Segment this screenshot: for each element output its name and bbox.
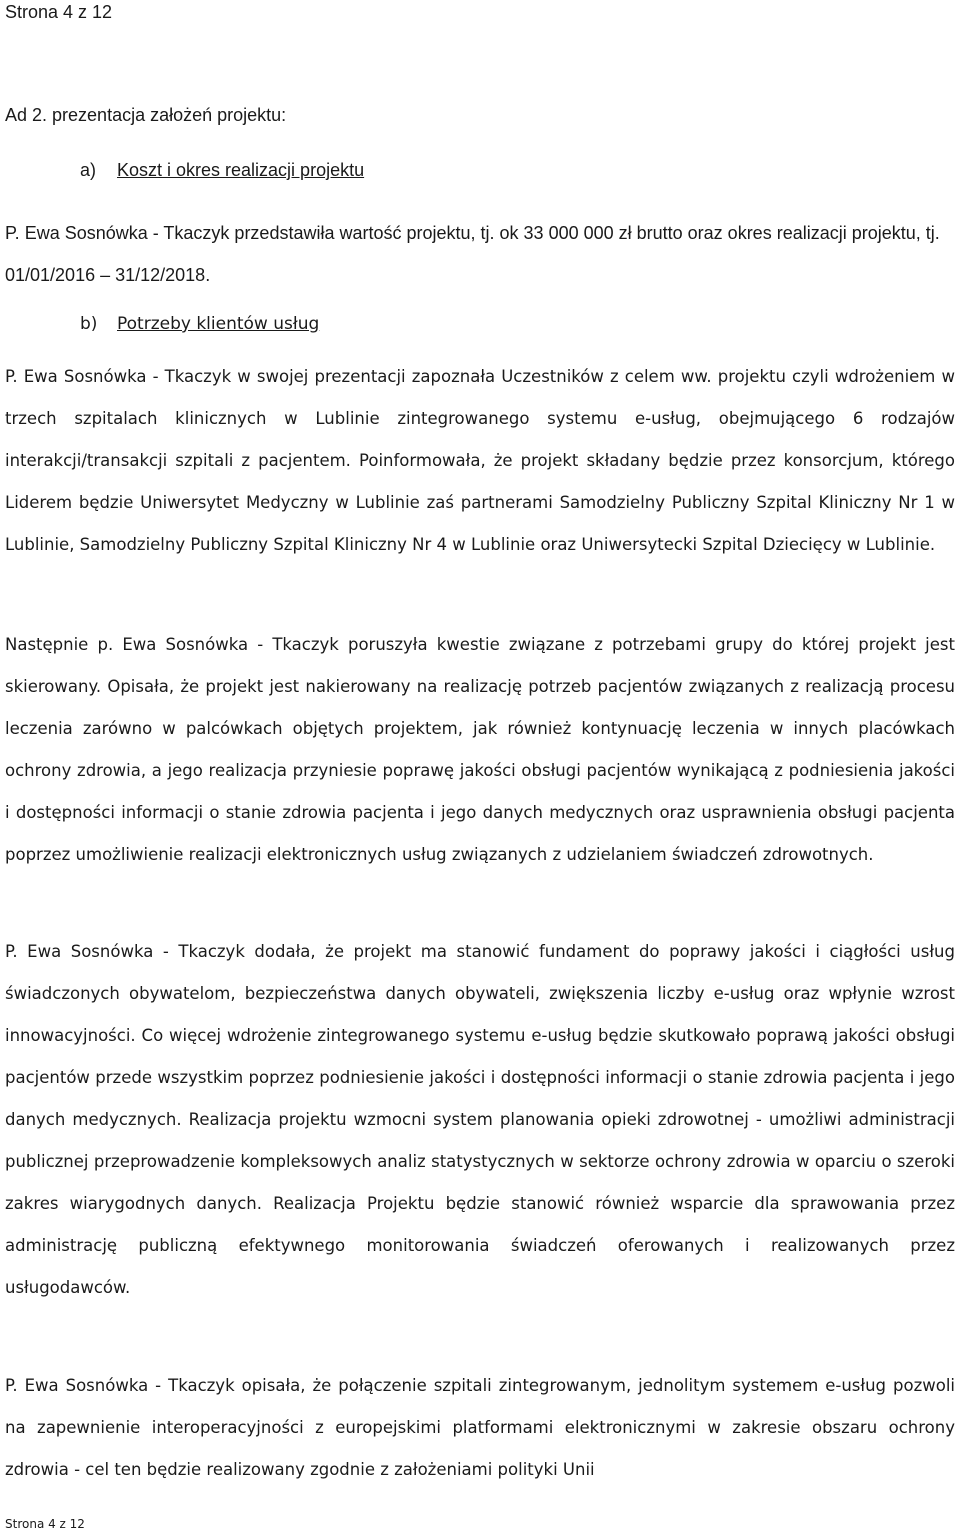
- subsection-a: [80, 158, 364, 182]
- section-heading: Ad 2. prezentacja założeń projektu:: [5, 105, 287, 125]
- page-number-header: Strona 4 z 12: [5, 2, 113, 22]
- paragraph-4: P. Ewa Sosnówka - Tkaczyk opisała, że połączenie szpitali zintegrowanym, jednolitym systemem e-usług pozwoli na zapewnienie interoperacyjności z europejskimi platformami elektronicznymi w zakresie obszaru ochrony zdrowia - cel ten będzie realizowany zgodnie z założeniami polityki Unii: [5, 1376, 955, 1479]
- subsection-a-marker: a): [80, 160, 97, 180]
- paragraph-intro: P. Ewa Sosnówka - Tkaczyk przedstawiła wartość projektu, tj. ok 33 000 000 zł brutto oraz okres realizacji projektu, tj. 01/01/2016 – 31/12/2018.: [5, 223, 940, 285]
- page-number-footer: Strona 4 z 12: [5, 1517, 85, 1531]
- subsection-b-title: Potrzeby klientów usług: [117, 314, 320, 334]
- subsection-a-title: Koszt i okres realizacji projektu: [117, 160, 365, 180]
- subsection-b: [80, 312, 319, 336]
- paragraph-3: P. Ewa Sosnówka - Tkaczyk dodała, że projekt ma stanowić fundament do poprawy jakości i ciągłości usług świadczonych obywatelom, bezpieczeństwa danych obywateli, zwiększenia liczby e-usług oraz wpłynie wzrost innowacyjności. Co więcej wdrożenie zintegrowanego systemu e-usług będzie skutkowało poprawą jakości obsługi pacjentów przede wszystkim poprzez podniesienie jakości i dostępności informacji o stanie zdrowia pacjenta i jego danych medycznych. Realizacja projektu wzmocni system planowania opieki zdrowotnej - umożliwi administracji publicznej przeprowadzenie kompleksowych analiz statystycznych w sektorze ochrony zdrowia w oparciu o szeroki zakres wiarygodnych danych. Realizacja Projektu będzie stanowić również wsparcie dla sprawowania przez administrację publiczną efektywnego monitorowania świadczeń oferowanych i realizowanych przez usługodawców.: [5, 942, 955, 1297]
- paragraph-2: Następnie p. Ewa Sosnówka - Tkaczyk poruszyła kwestie związane z potrzebami grupy do której projekt jest skierowany. Opisała, że projekt jest nakierowany na realizację potrzeb pacjentów związanych z realizacją procesu leczenia zarówno w palcówkach objętych projektem, jak również kontynuację leczenia w innych placówkach ochrony zdrowia, a jego realizacja przyniesie poprawę jakości obsługi pacjentów wynikającą z podniesienia jakości i dostępności informacji o stanie zdrowia pacjenta i jego danych medycznych oraz usprawnienia obsługi pacjenta poprzez umożliwienie realizacji elektronicznych usług związanych z udzielaniem świadczeń zdrowotnych.: [5, 635, 955, 864]
- subsection-b-marker: b): [80, 314, 98, 334]
- paragraph-1: P. Ewa Sosnówka - Tkaczyk w swojej prezentacji zapoznała Uczestników z celem ww. projektu czyli wdrożeniem w trzech szpitalach klinicznych w Lublinie zintegrowanego systemu e-usług, obejmującego 6 rodzajów interakcji/transakcji szpitali z pacjentem. Poinformowała, że projekt składany będzie przez konsorcjum, którego Liderem będzie Uniwersytet Medyczny w Lublinie zaś partnerami Samodzielny Publiczny Szpital Kliniczny Nr 1 w Lublinie, Samodzielny Publiczny Szpital Kliniczny Nr 4 w Lublinie oraz Uniwersytecki Szpital Dziecięcy w Lublinie.: [5, 367, 955, 554]
